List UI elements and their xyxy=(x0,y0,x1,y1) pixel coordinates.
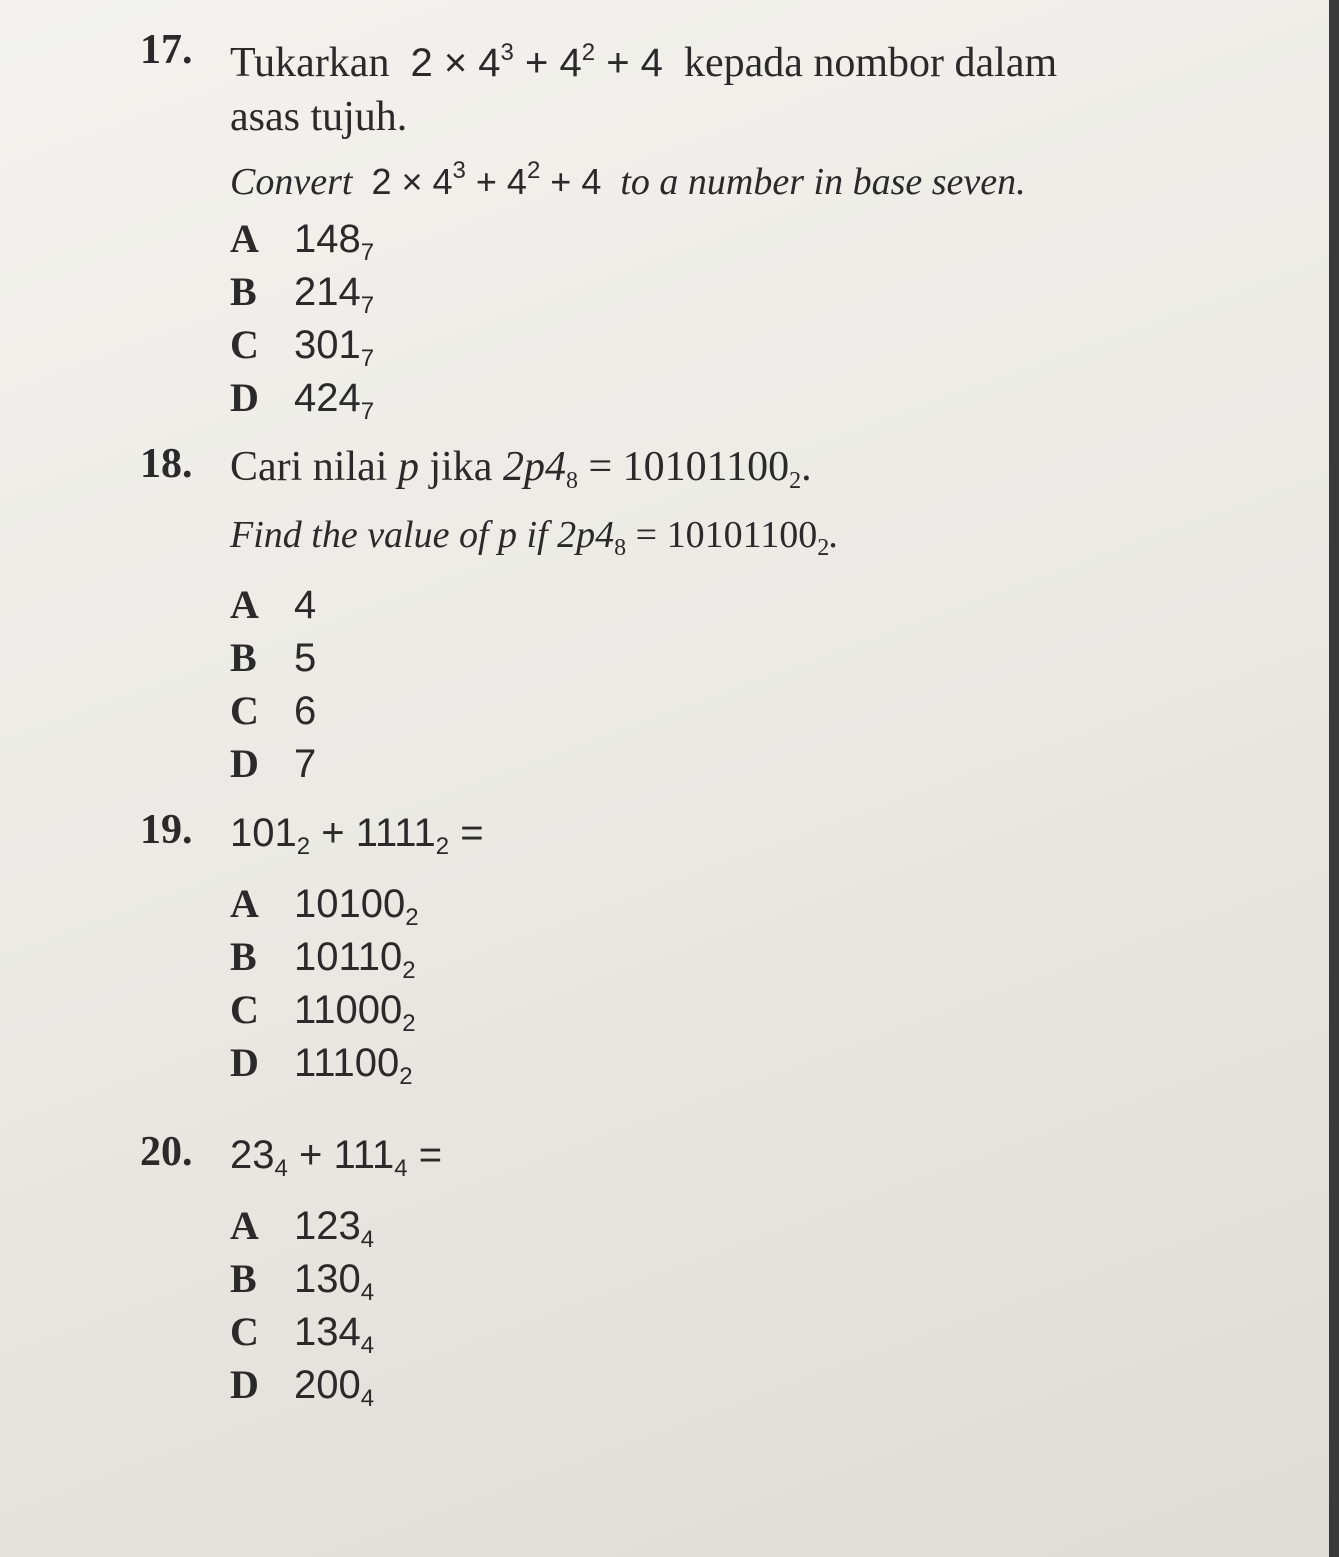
option-c[interactable]: C 6 xyxy=(230,688,317,733)
question-text-malay: Cari nilai p jika $2p4_8 = 10101100_2$. xyxy=(230,444,812,494)
options-list xyxy=(230,1202,1300,1414)
option-a[interactable]: A 4 xyxy=(230,582,317,627)
question-number: 20. xyxy=(140,1129,193,1175)
option-b[interactable]: B $130_4$ xyxy=(230,1256,375,1306)
question-number: 18. xyxy=(140,441,193,487)
option-a[interactable]: A $10100_2$ xyxy=(230,881,419,931)
option-c[interactable]: C $134_4$ xyxy=(230,1309,375,1359)
question-expression: $101_2 + 1111_2$ = xyxy=(230,811,484,860)
question-18 xyxy=(140,440,1300,793)
question-text-english: Convert $2 \times 4^3 + 4^2 + 4$ to a number in base seven. xyxy=(230,157,1026,203)
option-b[interactable]: B $10110_2$ xyxy=(230,934,416,984)
option-d[interactable]: D 7 xyxy=(230,741,317,786)
expression: $2 \times 4^3 + 4^2 + 4$ xyxy=(410,39,663,85)
option-a[interactable]: A $148_7$ xyxy=(230,216,375,266)
options-list xyxy=(230,581,1300,793)
question-text-english: Find the value of p if $2p4_8 = 10101100_2$. xyxy=(230,514,839,561)
question-20 xyxy=(140,1128,1300,1414)
option-c[interactable]: C $301_7$ xyxy=(230,322,375,372)
question-expression: $23_4 + 111_4$ = xyxy=(230,1133,443,1182)
options-list xyxy=(230,215,1300,427)
option-d[interactable]: D $200_4$ xyxy=(230,1362,375,1412)
option-d[interactable]: D $11100_2$ xyxy=(230,1040,413,1090)
question-19 xyxy=(140,806,1300,1092)
question-number: 17. xyxy=(140,27,193,73)
option-b[interactable]: B 5 xyxy=(230,635,317,680)
question-number: 19. xyxy=(140,807,193,853)
question-text-malay-line2: asas tujuh. xyxy=(230,94,408,140)
page-edge-shadow xyxy=(1329,0,1339,1557)
option-d[interactable]: D $424_7$ xyxy=(230,375,375,425)
question-17 xyxy=(140,26,1300,427)
options-list xyxy=(230,880,1300,1092)
option-b[interactable]: B $214_7$ xyxy=(230,269,375,319)
option-c[interactable]: C $11000_2$ xyxy=(230,987,416,1037)
option-a[interactable]: A $123_4$ xyxy=(230,1203,375,1253)
question-text-malay: Tukarkan $2 \times 4^3 + 4^2 + 4$ kepada nombor dalam xyxy=(230,39,1058,86)
